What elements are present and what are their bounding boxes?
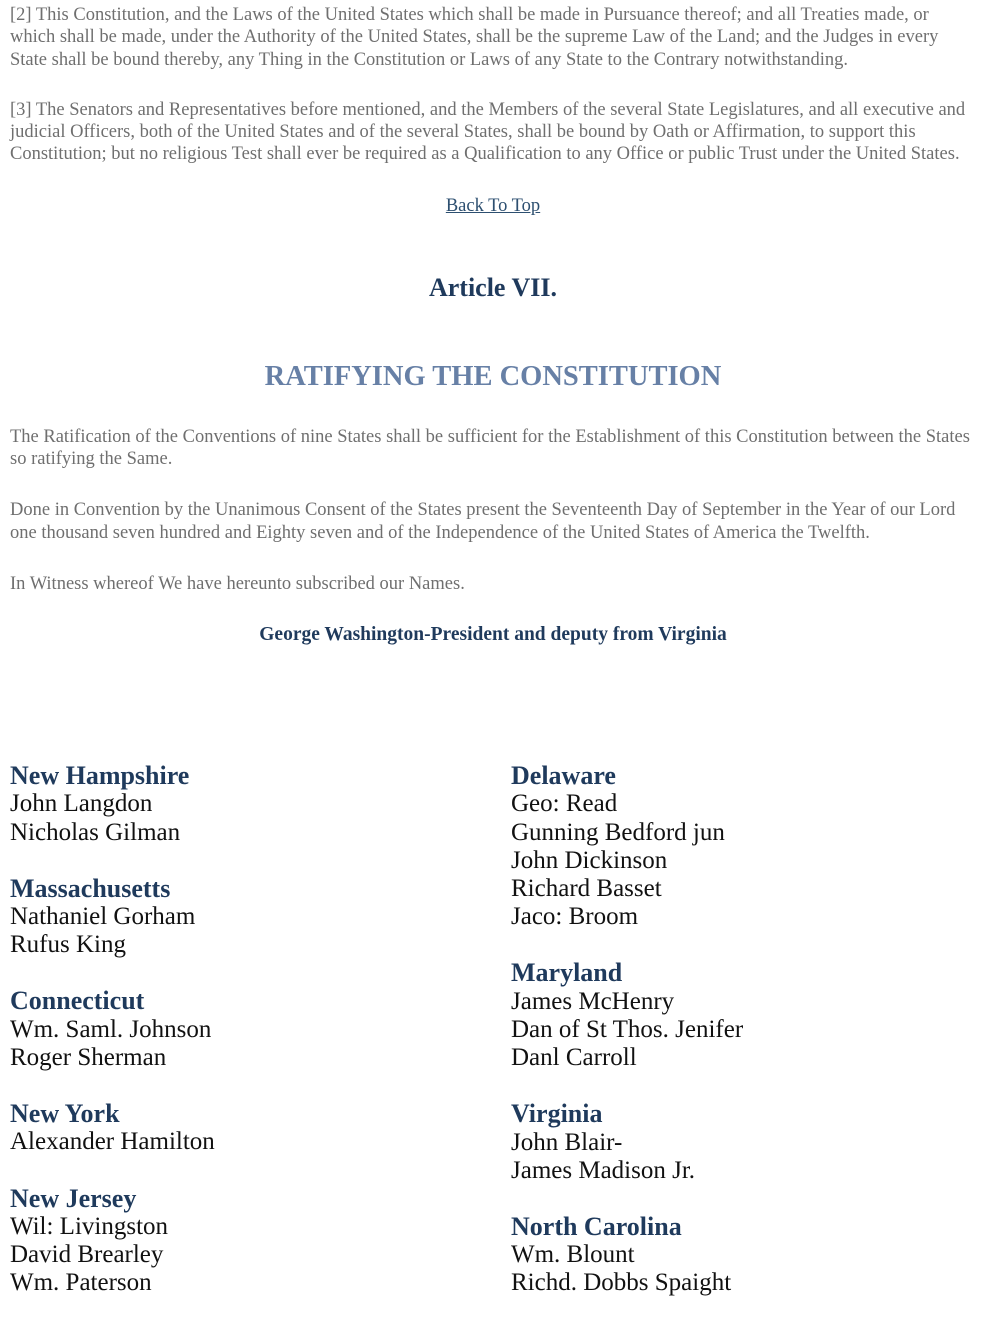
state-name: New Jersey — [10, 1183, 137, 1213]
state-name: New Hampshire — [10, 761, 190, 790]
signer-name: John Dickinson — [511, 846, 668, 874]
document-body — [10, 4, 976, 646]
signer-name: Nicholas Gilman — [10, 818, 181, 846]
signers-left-column — [10, 762, 511, 1326]
back-to-top-link[interactable]: Back To Top — [445, 195, 541, 216]
witness-paragraph: In Witness whereof We have hereunto subscribed our Names. — [10, 573, 465, 594]
state-name: Maryland — [511, 958, 623, 988]
state-group-new-hampshire — [10, 762, 511, 847]
state-group-delaware — [511, 762, 981, 931]
signer-name: Wm. Blount — [511, 1241, 635, 1269]
signer-name: Nathaniel Gorham — [10, 903, 196, 930]
signer-name: James Madison Jr. — [511, 1156, 696, 1184]
signer-name: David Brearley — [10, 1241, 164, 1269]
convention-paragraph: Done in Convention by the Unanimous Consent of the States present the Seventeenth Day of September in the Year of our Lord one thousand seven hundred and Eighty seven and of the Independence of the United States of America the Twelfth. — [10, 500, 956, 543]
signer-name: Alexander Hamilton — [10, 1128, 215, 1156]
state-group-massachusetts — [10, 875, 511, 960]
state-name: Virginia — [511, 1099, 603, 1129]
signer-name: Wm. Paterson — [10, 1269, 152, 1297]
signer-name: Geo: Read — [511, 790, 618, 818]
state-name: Delaware — [511, 761, 616, 790]
signer-name: Dan of St Thos. Jenifer — [511, 1015, 744, 1043]
state-group-maryland — [511, 959, 981, 1072]
signer-name: Wm. Saml. Johnson — [10, 1015, 212, 1043]
signer-name: John Blair- — [511, 1128, 623, 1156]
state-name: Massachusetts — [10, 873, 171, 903]
signers-list — [10, 762, 990, 1326]
state-name: Connecticut — [10, 986, 145, 1016]
state-group-virginia — [511, 1100, 981, 1185]
clause-2-paragraph: [2] This Constitution, and the Laws of the United States which shall be made in Pursuance thereof; and all Treaties made, or which shall be made, under the Authority of the United States, shall be the supreme Law of the Land; and the Judges in every State shall be bound thereby, any Thing in the Constitution or Laws of any State to the Contrary notwithstanding. — [10, 5, 939, 70]
signer-name: Gunning Bedford jun — [511, 818, 725, 846]
state-name: North Carolina — [511, 1211, 682, 1241]
article-title: Article VII. — [428, 272, 558, 302]
back-to-top-container — [10, 195, 976, 217]
signer-name: John Langdon — [10, 790, 153, 818]
signer-name: Wil: Livingston — [10, 1212, 169, 1240]
signer-name: Rufus King — [10, 931, 126, 959]
signer-name: Richard Basset — [511, 874, 662, 902]
article-subtitle: RATIFYING THE CONSTITUTION — [264, 360, 722, 392]
signer-name: Danl Carroll — [511, 1044, 637, 1072]
signer-name: Richd. Dobbs Spaight — [511, 1269, 732, 1297]
clause-3-paragraph: [3] The Senators and Representatives before mentioned, and the Members of the several State Legislatures, and all executive and judicial Officers, both of the United States and of the several States, shall be bound by Oath or Affirmation, to support this Constitution; but no religious Test shall ever be required as a Qualification to any Office or public Trust under the United States. — [10, 99, 966, 165]
signer-name: James McHenry — [511, 987, 675, 1015]
ratification-paragraph: The Ratification of the Conventions of nine States shall be sufficient for the Establishment of this Constitution between the States so ratifying the Same. — [10, 426, 970, 470]
state-group-new-york — [10, 1100, 511, 1157]
state-group-north-carolina — [511, 1213, 981, 1298]
signers-right-column — [511, 762, 981, 1326]
signer-name: Jaco: Broom — [511, 903, 639, 931]
signer-name: Roger Sherman — [10, 1043, 167, 1071]
state-group-connecticut — [10, 987, 511, 1072]
state-group-new-jersey — [10, 1185, 511, 1298]
state-name: New York — [10, 1099, 120, 1129]
president-signature: George Washington-President and deputy from Virginia — [259, 624, 727, 646]
